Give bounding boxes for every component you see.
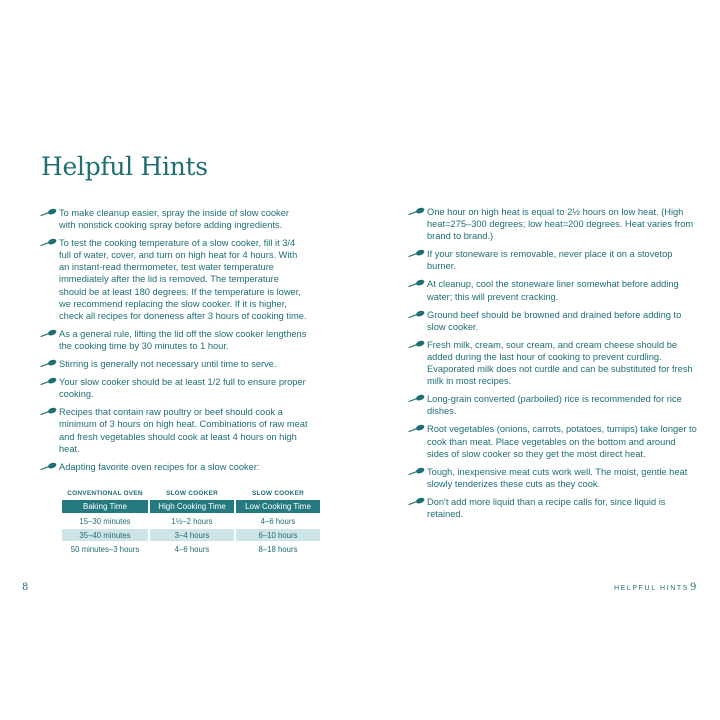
spoon-leaf-icon [40,359,57,368]
spoon-leaf-icon [40,407,57,416]
spoon-leaf-icon [40,377,57,386]
table-cell: 50 minutes–3 hours [70,544,140,554]
running-head: HELPFUL HINTS [614,585,689,592]
table-row [62,529,320,541]
spoon-leaf-icon [40,462,57,471]
hint-item: Recipes that contain raw poultry or beef should cook a minimum of 3 hours on high heat. Combinations of raw meat and fresh vegetables should cook at least 4 hours on high heat. [40,406,308,454]
hint-item: Long-grain converted (parboiled) rice is recommended for rice dishes. [408,393,698,417]
page-number-right: 9 [690,582,697,593]
table-group-header: CONVENTIONAL OVEN [67,490,143,497]
hint-item: As a general rule, lifting the lid off the slow cooker lengthens the cooking time by 30 minutes to 1 hour. [40,328,308,352]
hint-item: Stirring is generally not necessary until time to serve. [40,358,308,370]
table-cell: 6–10 hours [236,529,320,541]
table-cell: 3–4 hours [150,529,234,541]
table-row [62,515,320,527]
table-cell: 15–30 minutes [79,516,131,526]
spoon-leaf-icon [408,207,425,216]
spoon-leaf-icon [40,329,57,338]
spoon-leaf-icon [408,310,425,319]
table-cell: 35–40 minutes [62,529,148,541]
table-cell: 4–6 hours [260,516,296,526]
hint-item: To test the cooking temperature of a slow cooker, fill it 3/4 full of water, cover, and turn on high heat for 4 hours. With an instant-read thermometer, test water temperature immediately after the lid is removed. The temperature should be at least 180 degrees. If the temperature is lower, we recommend replacing the slow cooker. If it is higher, check all recipes for doneness after 3 hours of cooking time. [40,237,308,322]
hint-item: Fresh milk, cream, sour cream, and cream cheese should be added during the last hour of cooking to prevent curdling. Evaporated milk does not curdle and can be substituted for fresh milk in most recipes. [408,339,698,387]
table-group-header: SLOW COOKER [251,490,305,497]
spoon-leaf-icon [408,394,425,403]
spoon-leaf-icon [40,208,57,217]
spoon-leaf-icon [408,340,425,349]
spoon-leaf-icon [408,279,425,288]
table-column-header: High Cooking Time [150,500,234,513]
hint-item: Your slow cooker should be at least 1/2 full to ensure proper cooking. [40,376,308,400]
table-column-header: Baking Time [62,500,148,513]
hint-item: Root vegetables (onions, carrots, potatoes, turnips) take longer to cook than meat. Place vegetables on the bottom and around sides of slow cooker so they get the most direct heat. [408,423,698,459]
spoon-leaf-icon [408,424,425,433]
table-row [62,543,320,555]
hint-item: Don't add more liquid than a recipe calls for, since liquid is retained. [408,496,698,520]
table-column-header: Low Cooking Time [236,500,320,513]
hint-item: Adapting favorite oven recipes for a slow cooker: [40,461,308,473]
hint-item: At cleanup, cool the stoneware liner somewhat before adding water; this will prevent cracking. [408,278,698,302]
hint-item: To make cleanup easier, spray the inside of slow cooker with nonstick cooking spray before adding ingredients. [40,207,308,231]
hint-item: If your stoneware is removable, never place it on a stovetop burner. [408,248,698,272]
table-group-header: SLOW COOKER [165,490,219,497]
spoon-leaf-icon [408,249,425,258]
spoon-leaf-icon [40,238,57,247]
table-cell: 4–6 hours [174,544,210,554]
hint-item: Tough, inexpensive meat cuts work well. The moist, gentle heat slowly tenderizes these cuts as they cook. [408,466,698,490]
spoon-leaf-icon [408,467,425,476]
right-page [360,0,720,720]
hints-list-right [408,206,698,526]
hint-item: Ground beef should be browned and drained before adding to slow cooker. [408,309,698,333]
page-title: Helpful Hints [41,152,208,181]
table-cell: 1½–2 hours [171,516,213,526]
hint-item: One hour on high heat is equal to 2½ hours on low heat. (High heat=275–300 degrees; low heat=200 degrees. Heat varies from brand to brand.) [408,206,698,242]
page-number-left: 8 [22,582,29,593]
hints-list-left [40,207,308,479]
spoon-leaf-icon [408,497,425,506]
conversion-table [60,488,322,557]
table-cell: 8–18 hours [258,544,298,554]
